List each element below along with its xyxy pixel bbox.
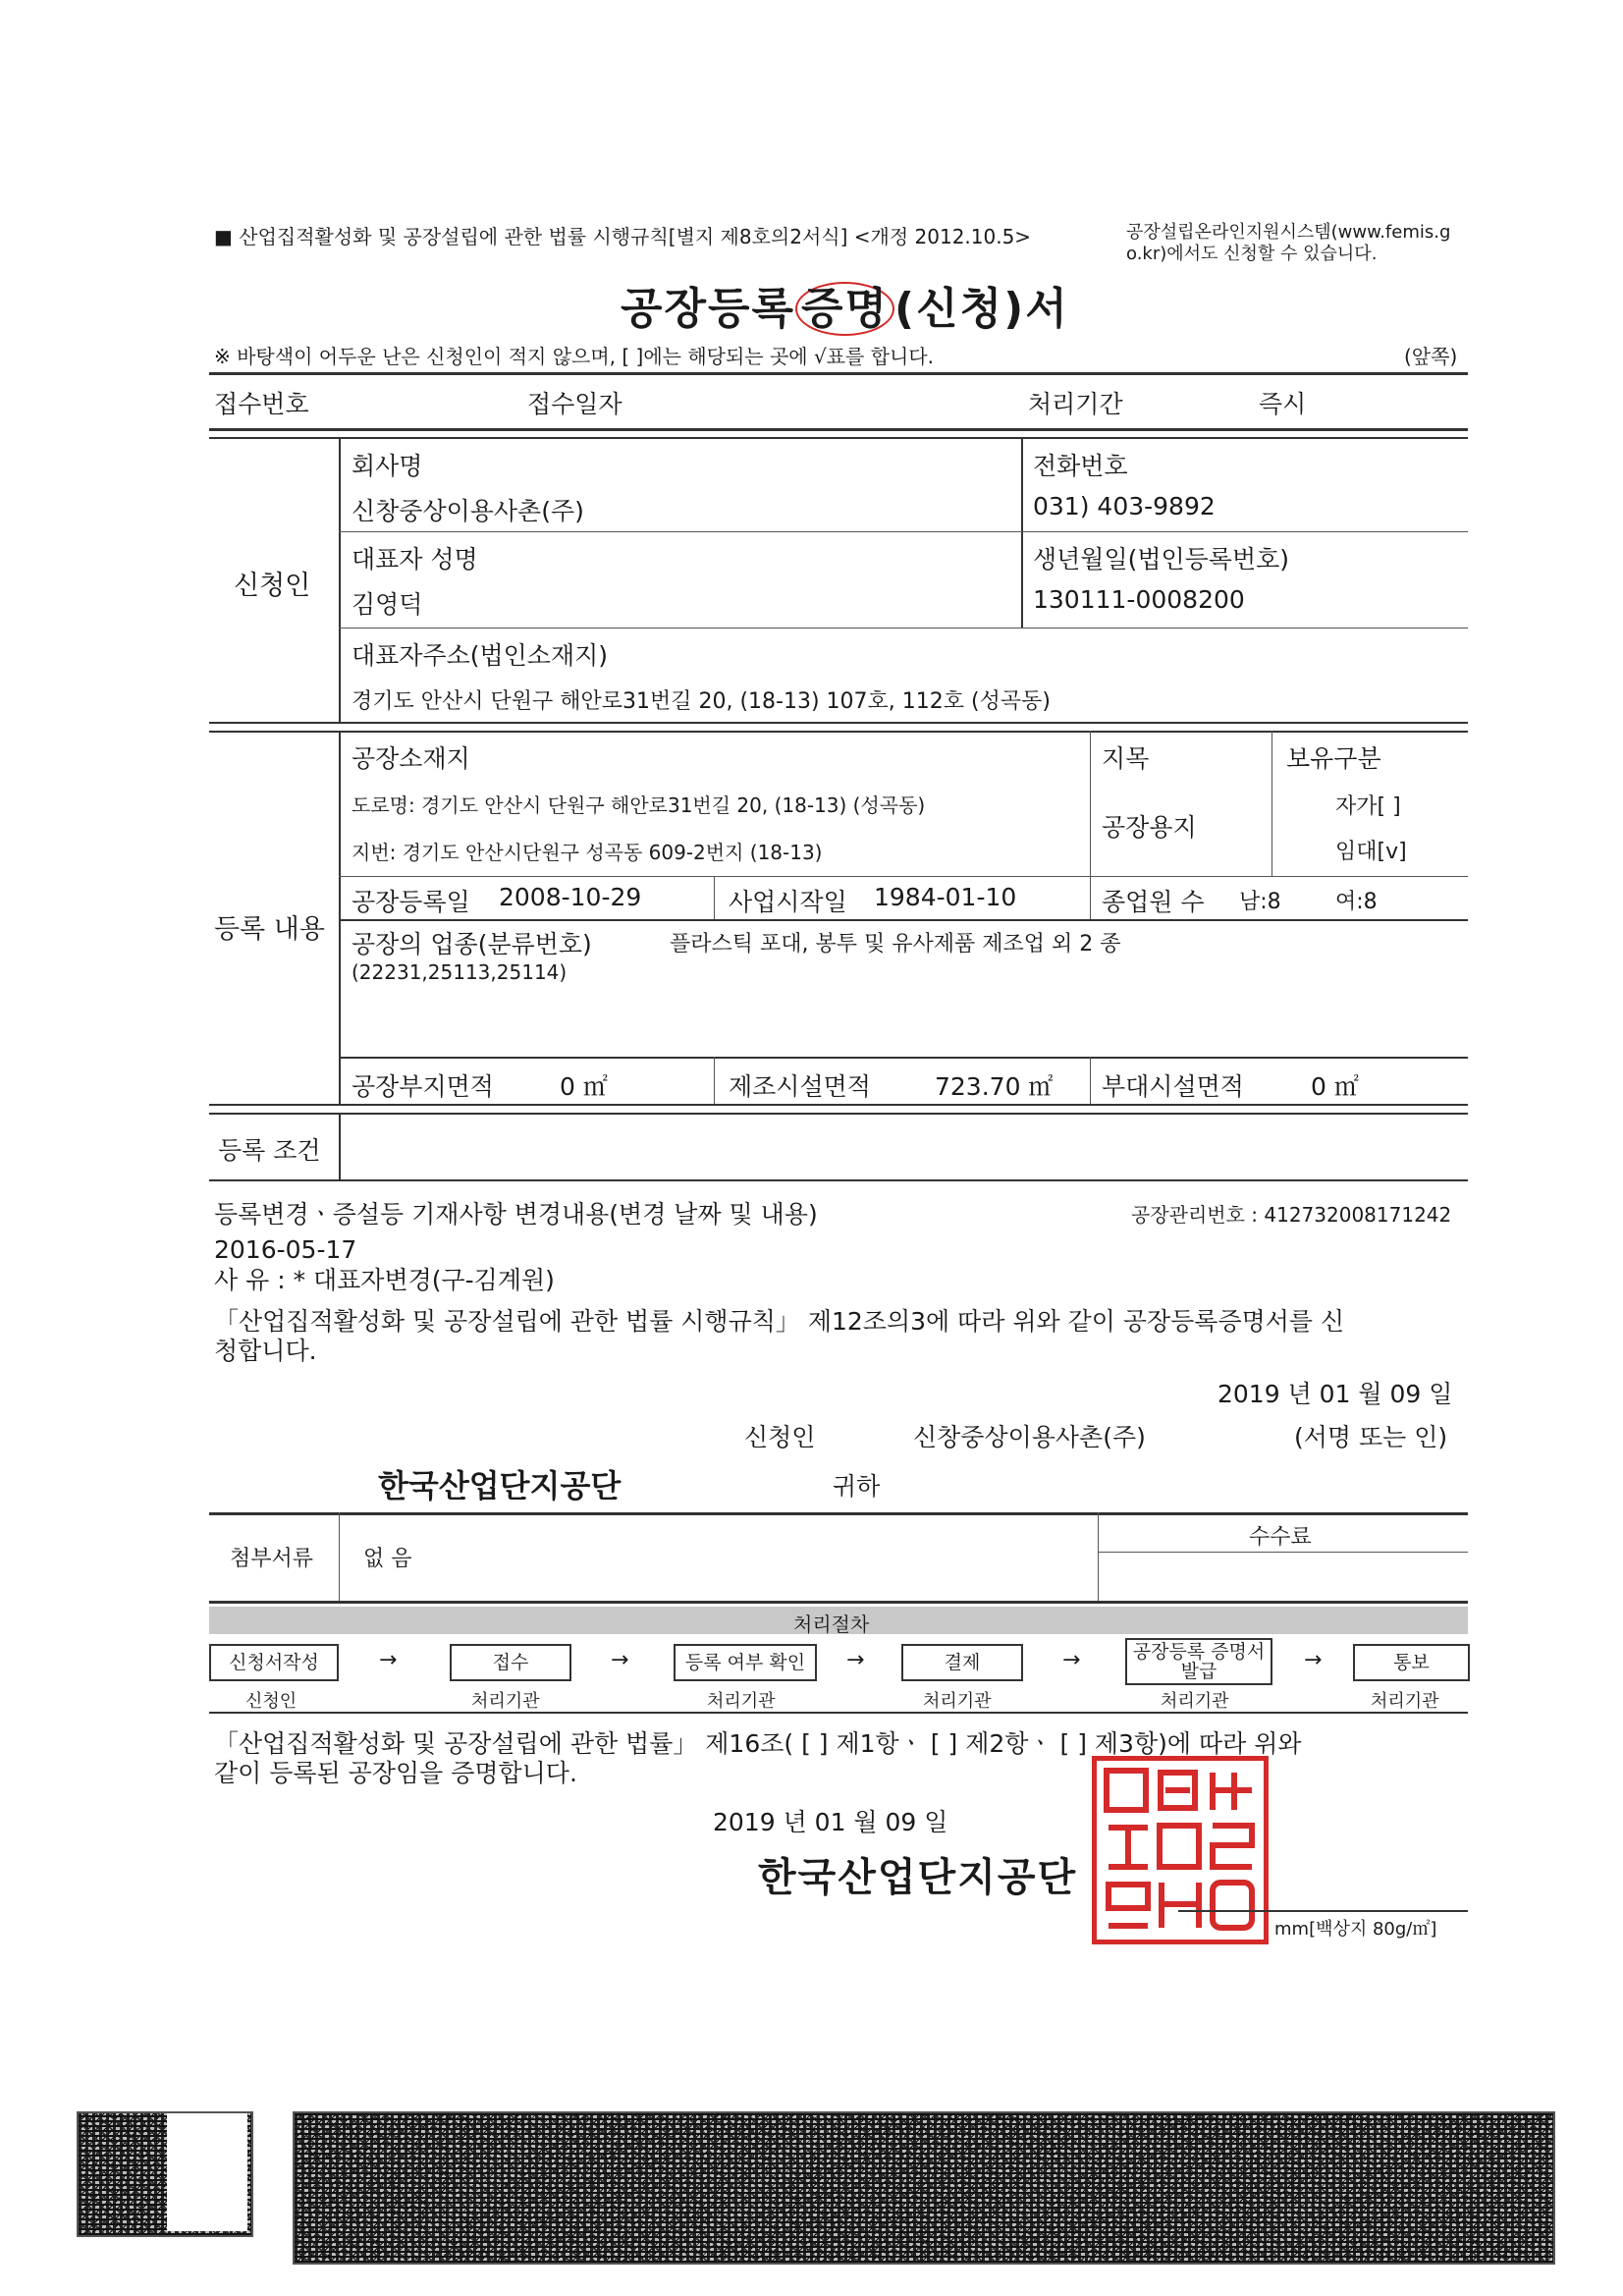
applicant-name: 신창중상이용사촌(주) — [913, 1423, 1146, 1451]
step-actor-approval: 처리기관 — [923, 1691, 992, 1712]
factory-management-no: 공장관리번호 : 412732008171242 — [1131, 1203, 1452, 1227]
form-title — [621, 273, 1069, 336]
applicant-label: 신청인 — [744, 1423, 816, 1451]
step-actor-notify: 처리기관 — [1371, 1691, 1439, 1712]
barcode-thumbnail-blank — [167, 2113, 247, 2231]
rule — [209, 437, 1468, 439]
aux-area-label: 부대시설면적 — [1102, 1072, 1244, 1101]
procedure-header: 처리절차 — [793, 1613, 870, 1636]
title-part-b: 증명 — [795, 282, 894, 336]
step-actor-apply: 신청인 — [245, 1691, 298, 1712]
ownership-own: 자가[ ] — [1335, 794, 1401, 819]
receipt-date-label: 접수일자 — [527, 390, 622, 418]
step-box-apply: 신청서작성 — [209, 1644, 339, 1681]
step-actor-receipt: 처리기관 — [471, 1691, 540, 1712]
rule — [1098, 1512, 1099, 1601]
rule — [209, 1179, 1468, 1181]
rule — [209, 428, 1468, 431]
instruction-text: ※ 바탕색이 어두운 난은 신청인이 적지 않으며, [ ]에는 해당되는 곳에 √표를 합니다. — [214, 345, 935, 368]
declaration-date: 2019 년 01 월 09 일 — [1217, 1380, 1453, 1408]
paper-spec: mm[백상지 80g/㎡] — [1274, 1919, 1437, 1940]
rule — [209, 372, 1468, 375]
rule — [339, 876, 1468, 877]
page-side: (앞쪽) — [1404, 345, 1458, 368]
arrow-icon: → — [1304, 1648, 1323, 1672]
mfg-area-value: 723.70 ㎡ — [935, 1072, 1054, 1101]
rule — [1090, 731, 1091, 876]
rule — [714, 1057, 715, 1104]
company-name-label: 회사명 — [352, 452, 423, 480]
rule — [1271, 731, 1272, 876]
land-category-value: 공장용지 — [1102, 813, 1197, 842]
representative-value: 김영덕 — [352, 590, 423, 619]
step-box-notify: 통보 — [1353, 1644, 1470, 1681]
recipient-org: 한국산업단지공단 — [378, 1467, 622, 1504]
industry-label: 공장의 업종(분류번호) — [352, 930, 592, 958]
address-value: 경기도 안산시 단원구 해안로31번길 20, (18-13) 107호, 112호 (성곡동) — [352, 689, 1051, 714]
site-area-value: 0 ㎡ — [560, 1072, 608, 1101]
issuer-name: 한국산업단지공단 — [758, 1855, 1078, 1900]
rule — [209, 1104, 1468, 1106]
step-box-review: 등록 여부 확인 — [674, 1644, 817, 1681]
rule — [339, 628, 1468, 629]
arrow-icon: → — [379, 1648, 398, 1672]
phone-value: 031) 403-9892 — [1033, 492, 1216, 520]
recipient-honorific: 귀하 — [833, 1472, 881, 1501]
lot-address: 지번: 경기도 안산시단원구 성곡동 609-2번지 (18-13) — [352, 841, 823, 864]
rule — [714, 876, 715, 919]
registration-date-value: 2008-10-29 — [499, 883, 642, 911]
step-box-receipt: 접수 — [450, 1644, 571, 1681]
industry-value: 플라스틱 포대, 봉투 및 유사제품 제조업 외 2 종 — [670, 932, 1121, 957]
certification-line1: 「산업집적활성화 및 공장설립에 관한 법률」 제16조( [ ] 제1항ㆍ [ ] 제2항ㆍ [ ] 제3항)에 따라 위와 — [214, 1729, 1302, 1758]
ownership-label: 보유구분 — [1286, 744, 1381, 773]
rule — [339, 531, 1468, 532]
phone-label: 전화번호 — [1033, 452, 1128, 480]
certification-date: 2019 년 01 월 09 일 — [713, 1808, 948, 1836]
conditions-label: 등록 조건 — [218, 1136, 321, 1165]
business-start-label: 사업시작일 — [729, 888, 847, 916]
land-category-label: 지목 — [1102, 744, 1150, 773]
rule — [209, 1601, 1468, 1604]
processing-period-value: 즉시 — [1259, 390, 1307, 418]
rule — [339, 437, 341, 722]
certification-line2: 같이 등록된 공장임을 증명합니다. — [214, 1759, 577, 1787]
rule — [209, 731, 1468, 733]
rule — [339, 1113, 341, 1179]
rule — [339, 1057, 1468, 1059]
rule — [209, 1512, 1468, 1515]
rule — [1090, 876, 1091, 919]
rule — [1090, 1057, 1091, 1104]
employees-male: 남:8 — [1239, 890, 1281, 914]
receipt-number-label: 접수번호 — [214, 390, 309, 418]
online-note-line2: o.kr)에서도 신청할 수 있습니다. — [1126, 244, 1378, 264]
employees-female: 여:8 — [1335, 890, 1378, 914]
company-name-value: 신창중상이용사촌(주) — [352, 497, 584, 525]
site-area-label: 공장부지면적 — [352, 1072, 494, 1101]
rule — [339, 919, 1468, 921]
step-actor-issue: 처리기관 — [1161, 1691, 1229, 1712]
rule — [209, 1113, 1468, 1115]
step-actor-review: 처리기관 — [707, 1691, 776, 1712]
change-date: 2016-05-17 — [214, 1235, 357, 1264]
rule — [339, 1512, 340, 1601]
official-seal — [1092, 1756, 1269, 1944]
rule — [339, 731, 341, 1104]
rule — [1021, 437, 1023, 628]
attachments-label: 첨부서류 — [230, 1547, 314, 1571]
step-box-issue: 공장등록 증명서 발급 — [1125, 1638, 1272, 1685]
ownership-lease: 임대[v] — [1335, 840, 1407, 864]
title-part-c: (신청)서 — [894, 284, 1069, 334]
rule — [1098, 1552, 1468, 1553]
changes-label: 등록변경ㆍ증설등 기재사항 변경내용(변경 날짜 및 내용) — [214, 1200, 818, 1229]
step-box-approval: 결제 — [901, 1644, 1023, 1681]
address-label: 대표자주소(법인소재지) — [352, 641, 609, 670]
registration-section-label: 등록 내용 — [214, 914, 325, 945]
arrow-icon: → — [611, 1648, 629, 1672]
seal-pattern — [1097, 1761, 1264, 1940]
declaration-line2: 청합니다. — [214, 1337, 317, 1365]
employees-label: 종업원 수 — [1102, 888, 1205, 916]
attachments-value: 없 음 — [363, 1547, 412, 1571]
online-note-line1: 공장설립온라인지원시스템(www.femis.g — [1126, 222, 1451, 243]
industry-codes: (22231,25113,25114) — [352, 960, 568, 984]
aux-area-value: 0 ㎡ — [1311, 1072, 1359, 1101]
arrow-icon: → — [846, 1648, 865, 1672]
signature-note: (서명 또는 인) — [1294, 1423, 1448, 1451]
representative-label: 대표자 성명 — [352, 545, 478, 574]
factory-location-label: 공장소재지 — [352, 744, 470, 773]
regulation-reference: ■ 산업집적활성화 및 공장설립에 관한 법률 시행규칙[별지 제8호의2서식] <개정 2012.10.5> — [214, 225, 1032, 248]
road-address: 도로명: 경기도 안산시 단원구 해안로31번길 20, (18-13) (성곡동) — [352, 793, 926, 817]
title-part-a: 공장등록 — [621, 284, 796, 334]
rule — [1178, 1910, 1468, 1912]
change-reason: 사 유 : * 대표자변경(구-김계원) — [214, 1266, 555, 1294]
processing-period-label: 처리기간 — [1028, 390, 1123, 418]
rule — [209, 1712, 1468, 1714]
business-start-value: 1984-01-10 — [874, 883, 1017, 911]
mfg-area-label: 제조시설면적 — [729, 1072, 871, 1101]
registration-date-label: 공장등록일 — [352, 888, 470, 916]
document-barcode — [293, 2111, 1555, 2265]
birth-reg-label: 생년월일(법인등록번호) — [1033, 545, 1290, 574]
declaration-line1: 「산업집적활성화 및 공장설립에 관한 법률 시행규칙」 제12조의3에 따라 위와 같이 공장등록증명서를 신 — [214, 1307, 1345, 1336]
rule — [209, 722, 1468, 724]
birth-reg-value: 130111-0008200 — [1033, 585, 1245, 614]
fee-label: 수수료 — [1249, 1525, 1312, 1550]
applicant-section-label: 신청인 — [234, 571, 311, 601]
arrow-icon: → — [1062, 1648, 1081, 1672]
